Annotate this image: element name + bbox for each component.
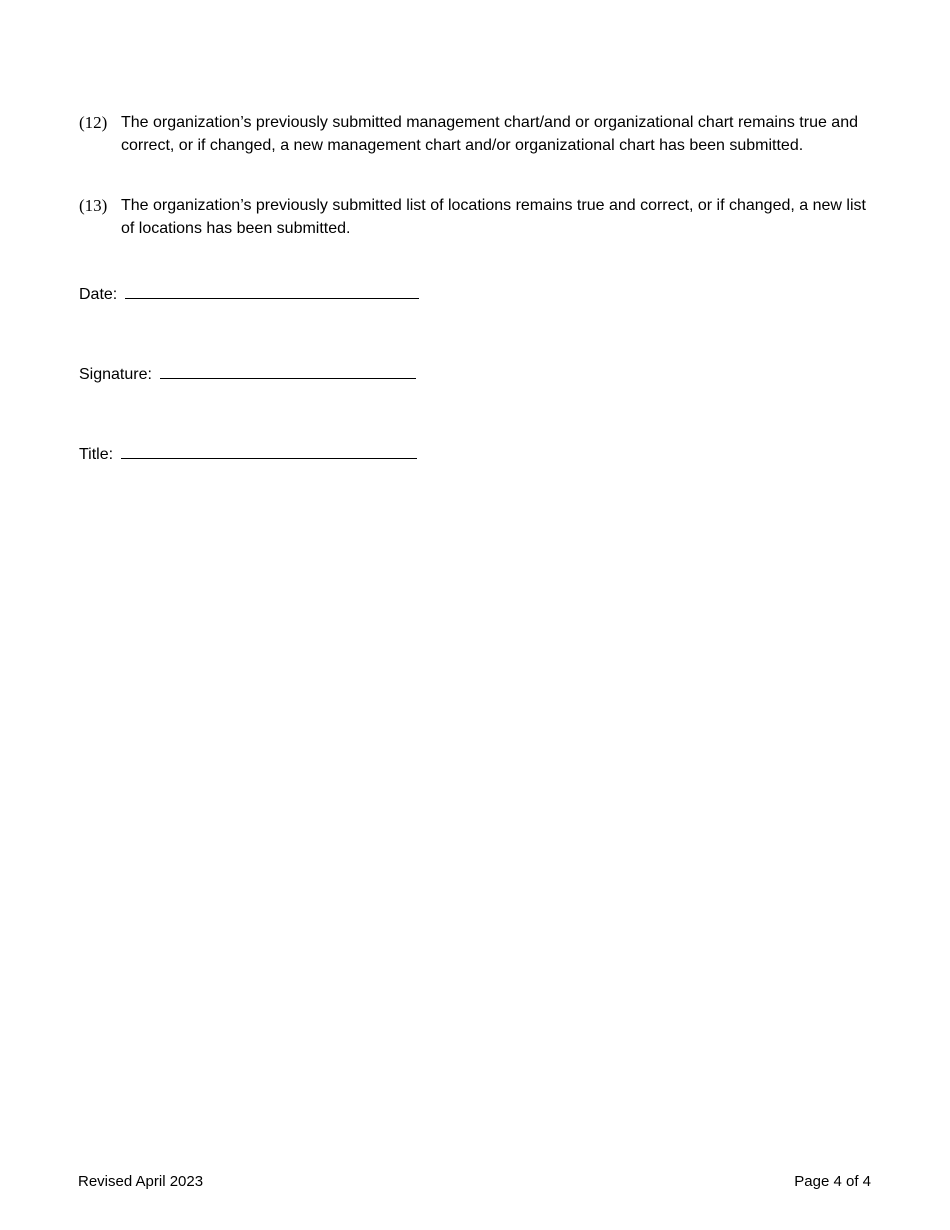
date-blank-line[interactable] <box>125 284 419 299</box>
signature-field <box>79 364 416 385</box>
item-text: The organization’s previously submitted list of locations remains true and correct, or if changed, a new list of locations has been submitted. <box>121 197 866 237</box>
numbered-item-13 <box>79 195 869 240</box>
signature-blank-line[interactable] <box>160 364 416 379</box>
item-number: (12) <box>79 113 108 132</box>
item-text: The organization’s previously submitted management chart/and or organizational chart remains true and correct, or if changed, a new management chart and/or organizational chart has been submitted. <box>121 114 858 154</box>
signature-label: Signature: <box>79 366 152 383</box>
footer-page-number: Page 4 of 4 <box>794 1173 871 1190</box>
footer-revised-date: Revised April 2023 <box>78 1173 204 1190</box>
date-label: Date: <box>79 286 118 303</box>
item-number: (13) <box>79 196 108 215</box>
numbered-item-12 <box>79 112 869 157</box>
date-field <box>79 284 419 305</box>
title-label: Title: <box>79 446 114 463</box>
title-field <box>79 444 417 465</box>
title-blank-line[interactable] <box>121 444 417 459</box>
